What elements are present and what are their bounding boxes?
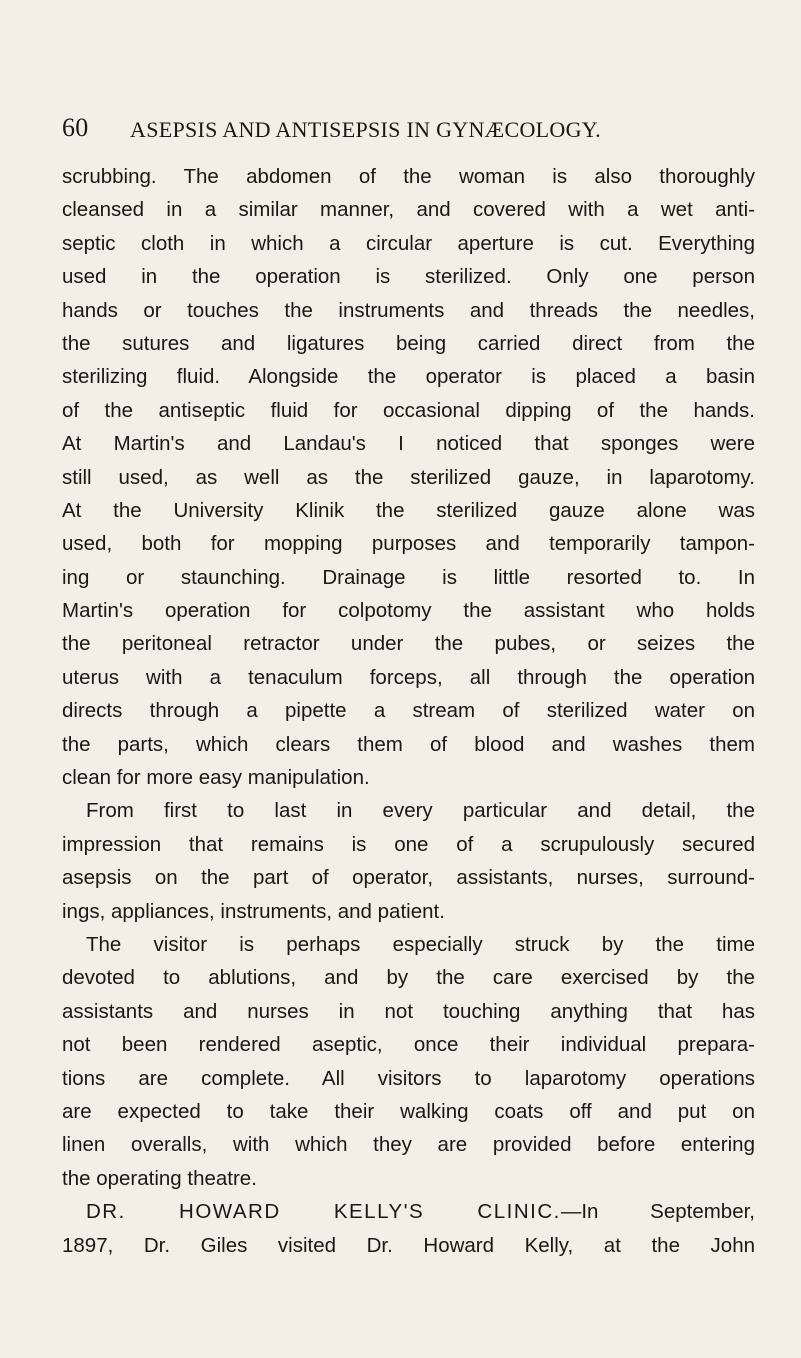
text-line: devoted to ablutions, and by the care exercised by the bbox=[62, 966, 755, 990]
text-line: uterus with a tenaculum forceps, all through the operation bbox=[62, 665, 755, 689]
text-line: septic cloth in which a circular aperture is cut. Everything bbox=[62, 231, 755, 255]
text-line: sterilizing fluid. Alongside the operator is placed a basin bbox=[62, 365, 755, 389]
running-title: ASEPSIS AND ANTISEPSIS IN GYNÆCOLOGY. bbox=[130, 117, 601, 142]
text-line: impression that remains is one of a scrupulously secured bbox=[62, 832, 755, 856]
text-line: ing or staunching. Drainage is little resorted to. In bbox=[62, 565, 755, 589]
text-line-section-start bbox=[62, 1195, 755, 1228]
text-line: assistants and nurses in not touching anything that has bbox=[62, 999, 755, 1023]
text-line: At the University Klinik the sterilized gauze alone was bbox=[62, 498, 755, 522]
text-line: hands or touches the instruments and threads the needles, bbox=[62, 298, 755, 322]
text-line: used in the operation is sterilized. Only one person bbox=[62, 265, 755, 289]
text-line: not been rendered aseptic, once their individual prepara- bbox=[62, 1033, 755, 1057]
text-line: The visitor is perhaps especially struck by the time bbox=[86, 932, 755, 956]
text-line: are expected to take their walking coats off and put on bbox=[62, 1099, 755, 1123]
text-line: At Martin's and Landau's I noticed that sponges were bbox=[62, 432, 755, 456]
text-line: directs through a pipette a stream of sterilized water on bbox=[62, 699, 755, 723]
page-number: 60 bbox=[62, 113, 89, 142]
section-heading-continuation: —In September, bbox=[560, 1200, 755, 1224]
text-line: used, both for mopping purposes and temporarily tampon- bbox=[62, 532, 755, 556]
text-line: ings, appliances, instruments, and patient. bbox=[62, 899, 445, 923]
text-line: the sutures and ligatures being carried direct from the bbox=[62, 331, 755, 355]
running-head bbox=[62, 113, 762, 149]
text-line: of the antiseptic fluid for occasional dipping of the hands. bbox=[62, 398, 755, 422]
section-heading: DR. HOWARD KELLY'S CLINIC. bbox=[86, 1200, 561, 1224]
text-line: linen overalls, with which they are provided before entering bbox=[62, 1133, 755, 1157]
text-line: asepsis on the part of operator, assistants, nurses, surround- bbox=[62, 866, 755, 890]
text-line: the peritoneal retractor under the pubes, or seizes the bbox=[62, 632, 755, 656]
text-line: still used, as well as the sterilized gauze, in laparotomy. bbox=[62, 465, 755, 489]
text-line: clean for more easy manipulation. bbox=[62, 766, 370, 790]
text-line: 1897, Dr. Giles visited Dr. Howard Kelly, at the John bbox=[62, 1233, 755, 1257]
text-line: Martin's operation for colpotomy the assistant who holds bbox=[62, 599, 755, 623]
text-line: tions are complete. All visitors to laparotomy operations bbox=[62, 1066, 755, 1090]
text-line: the operating theatre. bbox=[62, 1166, 257, 1190]
text-line: scrubbing. The abdomen of the woman is also thoroughly bbox=[62, 165, 755, 188]
text-line: cleansed in a similar manner, and covered with a wet anti- bbox=[62, 198, 755, 222]
text-line: From first to last in every particular and detail, the bbox=[86, 799, 755, 823]
body-text bbox=[62, 160, 755, 1262]
text-line: the parts, which clears them of blood and washes them bbox=[62, 732, 755, 756]
